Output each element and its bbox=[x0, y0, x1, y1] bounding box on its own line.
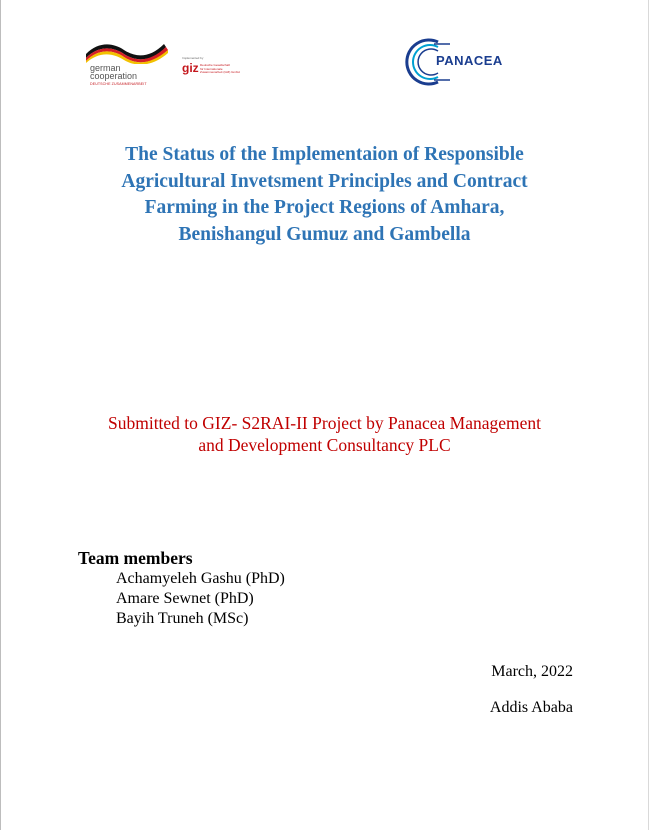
panacea-wordmark: PANACEA bbox=[436, 53, 503, 68]
team-heading: Team members bbox=[78, 548, 193, 568]
page-left-edge bbox=[0, 0, 1, 830]
team-member: Achamyeleh Gashu (PhD) bbox=[116, 570, 285, 587]
giz-desc-line2: für Internationale bbox=[200, 66, 223, 71]
title-line-1: The Status of the Implementaion of Responsible bbox=[125, 144, 524, 165]
german-cooperation-line1: german bbox=[90, 63, 121, 73]
team-member: Bayih Truneh (MSc) bbox=[116, 610, 249, 627]
submitted-line-2: and Development Consultancy PLC bbox=[198, 435, 451, 455]
team-member-list bbox=[116, 569, 285, 629]
german-flag-wave-icon bbox=[84, 40, 174, 64]
document-date: March, 2022 bbox=[491, 663, 573, 680]
giz-description bbox=[200, 64, 240, 75]
document-place: Addis Ababa bbox=[489, 699, 573, 716]
document-title bbox=[60, 142, 589, 248]
giz-logo bbox=[182, 56, 242, 82]
giz-desc-line3: Zusammenarbeit (GIZ) GmbH bbox=[200, 70, 240, 75]
giz-mark: giz bbox=[182, 61, 199, 75]
title-line-2: Agricultural Invetsment Principles and Contract bbox=[121, 170, 528, 192]
giz-implemented-by: Implemented by bbox=[182, 56, 204, 60]
submitted-statement bbox=[40, 412, 609, 456]
german-cooperation-line2: cooperation bbox=[90, 71, 138, 81]
german-cooperation-logo bbox=[84, 40, 174, 90]
title-line-4: Benishangul Gumuz and Gambella bbox=[178, 223, 471, 245]
title-line-3: Farming in the Project Regions of Amhara, bbox=[144, 197, 505, 218]
german-cooperation-line3: DEUTSCHE ZUSAMMENARBEIT bbox=[90, 82, 147, 86]
panacea-logo bbox=[398, 36, 534, 88]
submitted-line-1: Submitted to GIZ- S2RAI-II Project by Panacea Management bbox=[107, 413, 541, 433]
giz-desc-line1: Deutsche Gesellschaft bbox=[200, 63, 231, 67]
team-member: Amare Sewnet (PhD) bbox=[116, 590, 254, 607]
